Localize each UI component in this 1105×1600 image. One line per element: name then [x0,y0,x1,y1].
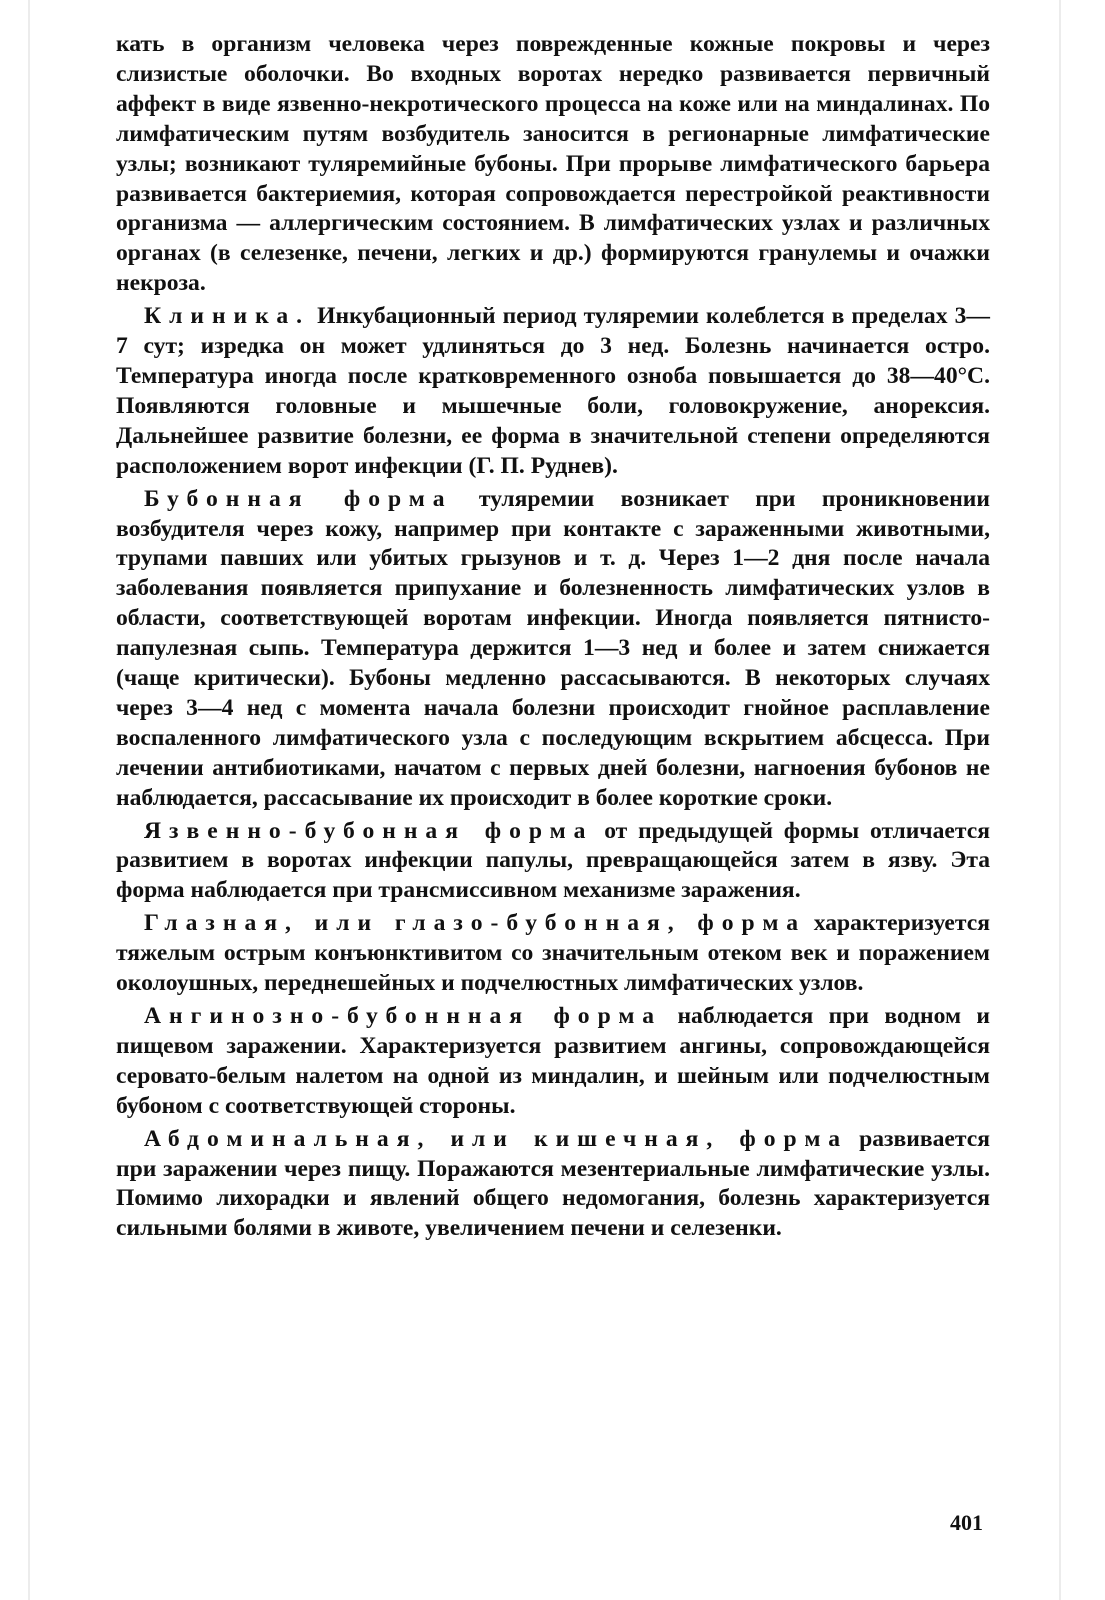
paragraph-text: туляремии возникает при проникновении возбудителя через кожу, например при контакте с зараженными животными, трупами павших или убитых грызунов и т. д. Через 1—2 дня после начала заболевания появляется припухание и болезненность лимфатических узлов в области, соответствующей воротам инфекции. Иногда появляется пятнисто-папулезная сыпь. Температура держится 1—3 нед и более и затем снижается (чаще критически). Бубоны медленно рассасываются. В некоторых случаях через 3—4 нед с момента начала болезни происходит гнойное расплавление воспаленного лимфатического узла с последующим вскрытием абсцесса. При лечении антибиотиками, начатом с первых дней болезни, нагноения бубонов не наблюдается, рассасывание их происходит в более короткие сроки. [116,485,990,811]
paragraph-bubonic-form [116,485,990,814]
paragraph-ulcer-bubonic-form [116,817,990,907]
paragraph-text: от предыдущей формы отличается развитием в воротах инфекции папулы, превращающейся затем в язву. Эта форма наблюдается при трансмиссивном механизме заражения. [116,817,990,904]
section-lead-term: Язвенно-бубонная форма [144,817,594,844]
paragraph-ocular-form [116,909,990,999]
paragraph-text: характеризуется тяжелым острым конъюнктивитом со значительным отеком век и поражением околоушных, переднешейных и подчелюстных лимфатических узлов. [116,910,990,997]
paragraph-text: Инкубационный период туляремии колеблется в пределах 3—7 сут; изредка он может удлиняться до 3 нед. Болезнь начинается остро. Температура иногда после кратковременного озноба повышается до 38—40°С. Появляются головные и мышечные боли, головокружение, анорексия. Дальнейшее развитие болезни, ее форма в значительной степени определяются расположением ворот инфекции (Г. П. Руднев). [116,303,990,479]
section-lead-term: Абдоминальная, или кишечная, форма [144,1125,849,1152]
section-lead-term: Глазная, или глазо-бубонная, форма [144,910,807,937]
paragraph-clinic [116,302,990,481]
paragraph-text: кать в организм человека через поврежденные кожные покровы и через слизистые оболочки. Во входных воротах нередко развивается первичный аффект в виде язвенно-некротического процесса на коже или на миндалинах. По лимфатическим путям возбудитель заносится в регионарные лимфатические узлы; возникают туляремийные бубоны. При прорыве лимфатического барьера развивается бактериемия, которая сопровождается перестройкой реактивности организма — аллергическим состоянием. В лимфатических узлах и различных органах (в селезенке, печени, легких и др.) формируются гранулемы и очажки некроза. [116,31,990,297]
paragraph-intro [116,30,990,299]
paragraph-abdominal-form [116,1125,990,1245]
paragraph-anginal-form [116,1002,990,1122]
paragraph-text: развивается при заражении через пищу. Поражаются мезентериальные лимфатические узлы. Помимо лихорадки и явлений общего недомогания, болезнь характеризуется сильными болями в животе, увеличением печени и селезенки. [116,1125,990,1242]
page-body-text [116,30,990,1247]
paragraph-text: наблюдается при водном и пищевом заражении. Характеризуется развитием ангины, сопровождающейся серовато-белым налетом на одной из миндалин, и шейным или подчелюстным бубоном с соответствующей стороны. [116,1003,991,1119]
page-number: 401 [950,1510,983,1535]
section-lead-term: Бубонная форма [144,485,453,512]
section-lead-term: Ангинозно-бубоннная форма [144,1003,663,1029]
section-lead-term: Клиника. [144,303,311,330]
